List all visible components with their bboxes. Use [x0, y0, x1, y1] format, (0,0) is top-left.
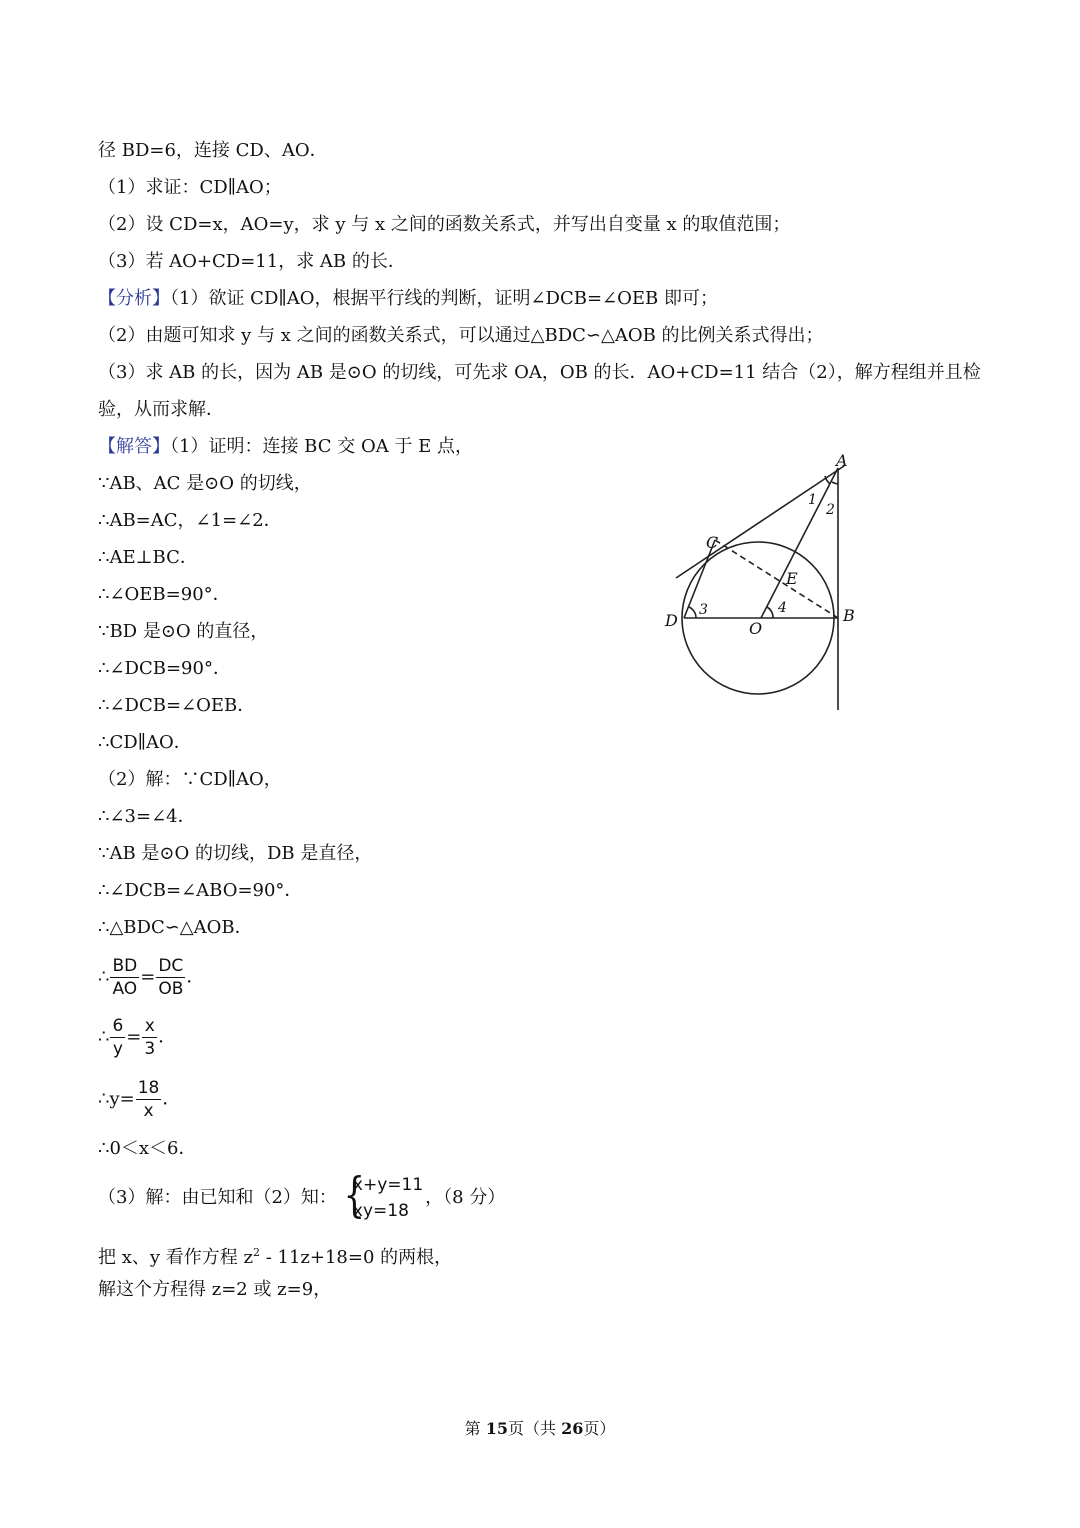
solution-step: （2）解：∵CD∥AO，	[98, 769, 282, 790]
problem-intro: 径 BD=6，连接 CD、AO．	[98, 140, 328, 161]
part3-line	[98, 1167, 506, 1224]
part3-suffix: ，（8 分）	[425, 1187, 506, 1208]
solution-step: ∴∠OEB=90°．	[98, 584, 231, 605]
period: ．	[158, 1026, 177, 1048]
solution-step: ∵AB 是⊙O 的切线，DB 是直径，	[98, 843, 373, 864]
denominator: OB	[158, 979, 184, 999]
total-page-count: 26	[561, 1419, 584, 1438]
solution-step: ∵BD 是⊙O 的直径，	[98, 621, 269, 642]
denominator: AO	[112, 979, 138, 999]
denominator: 3	[144, 1039, 156, 1059]
solution-first	[98, 434, 473, 460]
label-angle-1: 1	[808, 492, 817, 508]
equation-system	[339, 1167, 424, 1224]
solution-text-first: （1）证明：连接 BC 交 OA 于 E 点，	[170, 436, 474, 457]
angle-arc-2	[832, 482, 838, 484]
geometry-figure	[660, 452, 870, 714]
fraction-18-x	[136, 1077, 162, 1122]
solution-step: ∴△BDC∽△AOB．	[98, 917, 253, 938]
period: ．	[186, 966, 205, 988]
numerator: 18	[137, 1078, 160, 1098]
question-2: （2）设 CD=x，AO=y，求 y 与 x 之间的函数关系式，并写出自变量 x 的取值范围；	[98, 214, 791, 235]
footer-text-3: 页）	[583, 1419, 616, 1438]
solution-step: ∴∠DCB=∠OEB．	[98, 695, 256, 716]
solution-step: ∴AE⊥BC．	[98, 547, 198, 568]
brace-symbol: {	[343, 1167, 365, 1223]
analysis-tag: 【分析】	[98, 288, 170, 309]
label-point-e: E	[786, 569, 798, 588]
label-angle-4: 4	[778, 600, 787, 616]
fraction-bd-ao	[110, 955, 139, 1000]
solution-tag: 【解答】	[98, 436, 170, 457]
denominator: x	[143, 1101, 154, 1121]
therefore-symbol: ∴	[98, 1026, 110, 1048]
lhs: y=	[109, 1088, 135, 1110]
question-3: （3）若 AO+CD=11，求 AB 的长．	[98, 251, 406, 272]
system-row-2: xy=18	[352, 1201, 409, 1221]
roots-line	[98, 1240, 452, 1271]
question-1: （1）求证：CD∥AO；	[98, 177, 282, 198]
roots-text-b: - 11z+18=0 的两根，	[259, 1247, 453, 1268]
label-point-d: D	[665, 611, 678, 630]
function-equation	[98, 1077, 180, 1122]
equals-sign: =	[126, 1026, 142, 1048]
solution-step: ∴CD∥AO．	[98, 732, 192, 753]
tangent-line-ca	[676, 466, 844, 578]
label-angle-3: 3	[699, 602, 708, 618]
system-row-1: x+y=11	[352, 1175, 424, 1195]
solution-step: ∴∠DCB=90°．	[98, 658, 231, 679]
analysis-3b: 验，从而求解．	[98, 399, 224, 420]
fraction-dc-ob	[156, 955, 185, 1000]
solution-step: ∴∠DCB=∠ABO=90°．	[98, 880, 303, 901]
roots-text-a: 把 x、y 看作方程 z	[98, 1247, 253, 1268]
solution-step: ∵AB、AC 是⊙O 的切线，	[98, 473, 312, 494]
segment-cb-dashed	[715, 540, 838, 618]
part3-prefix: （3）解：由已知和（2）知：	[98, 1187, 337, 1208]
denominator: y	[112, 1039, 123, 1059]
footer-text-1: 第	[464, 1419, 486, 1438]
solution-step: ∴AB=AC，∠1=∠2．	[98, 510, 282, 531]
label-point-b: B	[843, 606, 855, 625]
label-point-o: O	[749, 619, 763, 638]
page-footer	[0, 1416, 1080, 1439]
solve-line: 解这个方程得 z=2 或 z=9，	[98, 1279, 332, 1300]
footer-text-2: 页（共	[507, 1419, 562, 1438]
numerator: BD	[112, 956, 138, 976]
label-point-c: C	[706, 533, 719, 552]
analysis-3a: （3）求 AB 的长，因为 AB 是⊙O 的切线，可先求 OA，OB 的长．AO+CD=11 结合（2），解方程组并且检	[98, 362, 981, 383]
therefore-symbol: ∴	[98, 1088, 110, 1110]
exponent: 2	[252, 1246, 260, 1259]
analysis-2: （2）由题可知求 y 与 x 之间的函数关系式，可以通过△BDC∽△AOB 的比例关系式得出；	[98, 325, 824, 346]
solution-step: ∴∠3=∠4．	[98, 806, 196, 827]
range-line: ∴0＜x＜6．	[98, 1138, 197, 1159]
label-point-a: A	[836, 452, 848, 470]
ratio-equation-2	[98, 1015, 176, 1060]
current-page-number: 15	[485, 1419, 508, 1438]
numerator: 6	[112, 1016, 124, 1036]
analysis-text-1: （1）欲证 CD∥AO，根据平行线的判断，证明∠DCB=∠OEB 即可；	[170, 288, 718, 309]
period: ．	[162, 1088, 181, 1110]
numerator: x	[142, 1015, 157, 1038]
analysis-1	[98, 286, 718, 312]
label-angle-2: 2	[826, 502, 835, 518]
equals-sign: =	[140, 966, 156, 988]
angle-arc-3	[689, 607, 696, 618]
angle-arc-4	[767, 607, 773, 618]
numerator: DC	[156, 955, 185, 978]
therefore-symbol: ∴	[98, 966, 110, 988]
ratio-equation-1	[98, 955, 204, 1000]
fraction-x-3	[142, 1015, 157, 1060]
fraction-6-y	[110, 1015, 125, 1060]
